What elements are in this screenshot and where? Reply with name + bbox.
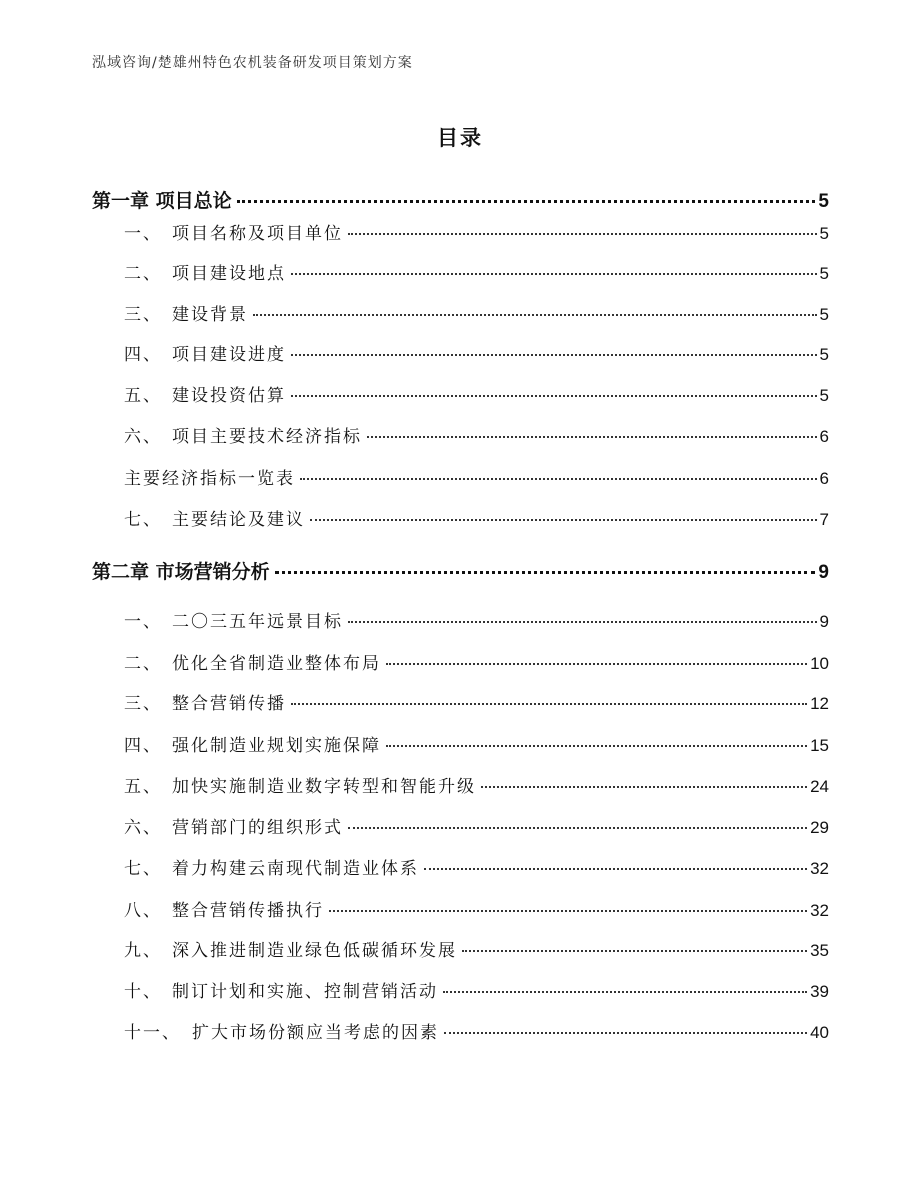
toc-entry-number: 九、 (124, 941, 162, 961)
toc-entry-number: 二、 (124, 654, 162, 674)
toc-chapter-entry[interactable] (92, 186, 829, 213)
toc-entry-text: 深入推进制造业绿色低碳循环发展 (172, 941, 457, 961)
toc-page-number: 39 (810, 982, 829, 1001)
toc-entry-number: 四、 (124, 345, 162, 365)
dot-leader (348, 621, 817, 623)
toc-entry-text: 项目建设进度 (172, 345, 286, 365)
toc-entry-label (124, 813, 345, 838)
toc-entry-number: 一、 (124, 224, 162, 244)
toc-entry-text: 制订计划和实施、控制营销活动 (172, 982, 438, 1002)
toc-section-entry[interactable] (124, 259, 829, 284)
dot-leader (424, 868, 807, 870)
page-title: 目录 (437, 126, 483, 150)
toc-entry-number: 五、 (124, 777, 162, 797)
toc-section-entry[interactable] (124, 689, 829, 714)
toc-entry-text: 第一章 项目总论 (92, 190, 232, 212)
toc-entry-label (124, 649, 383, 674)
toc-entry-text: 整合营销传播 (172, 694, 286, 714)
toc-entry-text: 建设投资估算 (172, 386, 286, 406)
toc-entry-text: 主要经济指标一览表 (124, 469, 295, 489)
toc-section-entry[interactable] (124, 977, 829, 1002)
toc-section-entry[interactable] (124, 422, 829, 447)
dot-leader (310, 519, 817, 521)
toc-entry-label (92, 557, 272, 584)
toc-section-entry[interactable] (124, 340, 829, 365)
dot-leader (386, 745, 807, 747)
toc-entry-number: 八、 (124, 901, 162, 921)
toc-entry-text: 营销部门的组织形式 (172, 818, 343, 838)
toc-entry-number: 五、 (124, 386, 162, 406)
toc-entry-number: 十、 (124, 982, 162, 1002)
toc-page-number: 35 (810, 941, 829, 960)
toc-entry-text: 整合营销传播执行 (172, 901, 324, 921)
toc-entry-label (124, 854, 421, 879)
toc-page-number: 7 (819, 510, 829, 529)
toc-entry-text: 扩大市场份额应当考虑的因素 (192, 1023, 439, 1043)
toc-entry-number: 三、 (124, 694, 162, 714)
toc-entry-text: 二〇三五年远景目标 (172, 612, 343, 632)
toc-section-entry[interactable] (124, 896, 829, 921)
toc-page-number: 5 (819, 386, 829, 405)
toc-section-entry[interactable] (124, 505, 829, 530)
dot-leader (291, 273, 817, 275)
toc-section-entry[interactable] (124, 464, 829, 489)
toc-section-entry[interactable] (124, 854, 829, 879)
page-header: 泓域咨询/楚雄州特色农机装备研发项目策划方案 (92, 55, 413, 71)
toc-entry-text: 项目主要技术经济指标 (172, 427, 362, 447)
dot-leader (275, 571, 816, 574)
toc-entry-label (124, 381, 288, 406)
dot-leader (291, 354, 817, 356)
toc-section-entry[interactable] (124, 813, 829, 838)
dot-leader (300, 478, 817, 480)
toc-entry-label (124, 422, 364, 447)
toc-entry-number: 四、 (124, 736, 162, 756)
toc-page-number: 10 (810, 654, 829, 673)
toc-entry-text: 加快实施制造业数字转型和智能升级 (172, 777, 476, 797)
dot-leader (481, 786, 807, 788)
toc-section-entry[interactable] (124, 731, 829, 756)
toc-page-number: 32 (810, 859, 829, 878)
toc-entry-label (124, 464, 297, 489)
toc-entry-label (92, 186, 234, 213)
toc-entry-label (124, 731, 383, 756)
toc-entry-label (124, 689, 288, 714)
toc-page-number: 5 (819, 345, 829, 364)
toc-section-entry[interactable] (124, 607, 829, 632)
toc-entry-label (124, 977, 440, 1002)
toc-page-number: 9 (819, 612, 829, 631)
toc-page-number: 12 (810, 694, 829, 713)
toc-entry-number: 七、 (124, 859, 162, 879)
toc-entry-number: 六、 (124, 818, 162, 838)
toc-section-entry[interactable] (124, 219, 829, 244)
toc-page-number: 15 (810, 736, 829, 755)
dot-leader (348, 233, 817, 235)
toc-page-number: 32 (810, 901, 829, 920)
dot-leader (291, 703, 807, 705)
toc-entry-label (124, 340, 288, 365)
toc-entry-label (124, 505, 307, 530)
toc-entry-number: 七、 (124, 510, 162, 530)
dot-leader (444, 1032, 807, 1034)
toc-page-number: 5 (819, 264, 829, 283)
toc-section-entry[interactable] (124, 1018, 829, 1043)
dot-leader (443, 991, 807, 993)
toc-entry-text: 着力构建云南现代制造业体系 (172, 859, 419, 879)
toc-entry-text: 第二章 市场营销分析 (92, 561, 270, 583)
toc-entry-label (124, 259, 288, 284)
toc-entry-text: 主要结论及建议 (172, 510, 305, 530)
toc-page-number: 6 (819, 469, 829, 488)
toc-entry-text: 优化全省制造业整体布局 (172, 654, 381, 674)
toc-page-number: 29 (810, 818, 829, 837)
toc-entry-text: 强化制造业规划实施保障 (172, 736, 381, 756)
toc-entry-label (124, 219, 345, 244)
toc-page-number: 6 (819, 427, 829, 446)
toc-page-number: 40 (810, 1023, 829, 1042)
toc-chapter-entry[interactable] (92, 557, 829, 584)
toc-entry-number: 六、 (124, 427, 162, 447)
toc-section-entry[interactable] (124, 300, 829, 325)
toc-entry-number: 十一、 (124, 1023, 181, 1043)
toc-entry-text: 建设背景 (172, 305, 248, 325)
toc-entry-label (124, 896, 326, 921)
dot-leader (367, 436, 817, 438)
toc-entry-number: 三、 (124, 305, 162, 325)
dot-leader (291, 395, 817, 397)
dot-leader (348, 827, 807, 829)
toc-entry-number: 二、 (124, 264, 162, 284)
toc-entry-text: 项目建设地点 (172, 264, 286, 284)
toc-entry-label (124, 1018, 441, 1043)
toc-entry-label (124, 607, 345, 632)
toc-page-number: 5 (818, 191, 829, 212)
toc-entry-number: 一、 (124, 612, 162, 632)
toc-section-entry[interactable] (124, 936, 829, 961)
dot-leader (253, 314, 817, 316)
toc-entry-label (124, 300, 250, 325)
toc-entry-label (124, 936, 459, 961)
toc-page-number: 9 (818, 562, 829, 583)
toc-page-number: 5 (819, 305, 829, 324)
toc-section-entry[interactable] (124, 649, 829, 674)
dot-leader (329, 910, 807, 912)
dot-leader (237, 200, 816, 203)
toc-page-number: 5 (819, 224, 829, 243)
toc-entry-label (124, 772, 478, 797)
dot-leader (386, 663, 807, 665)
toc-page-number: 24 (810, 777, 829, 796)
dot-leader (462, 950, 807, 952)
toc-entry-text: 项目名称及项目单位 (172, 224, 343, 244)
toc-section-entry[interactable] (124, 772, 829, 797)
toc-section-entry[interactable] (124, 381, 829, 406)
